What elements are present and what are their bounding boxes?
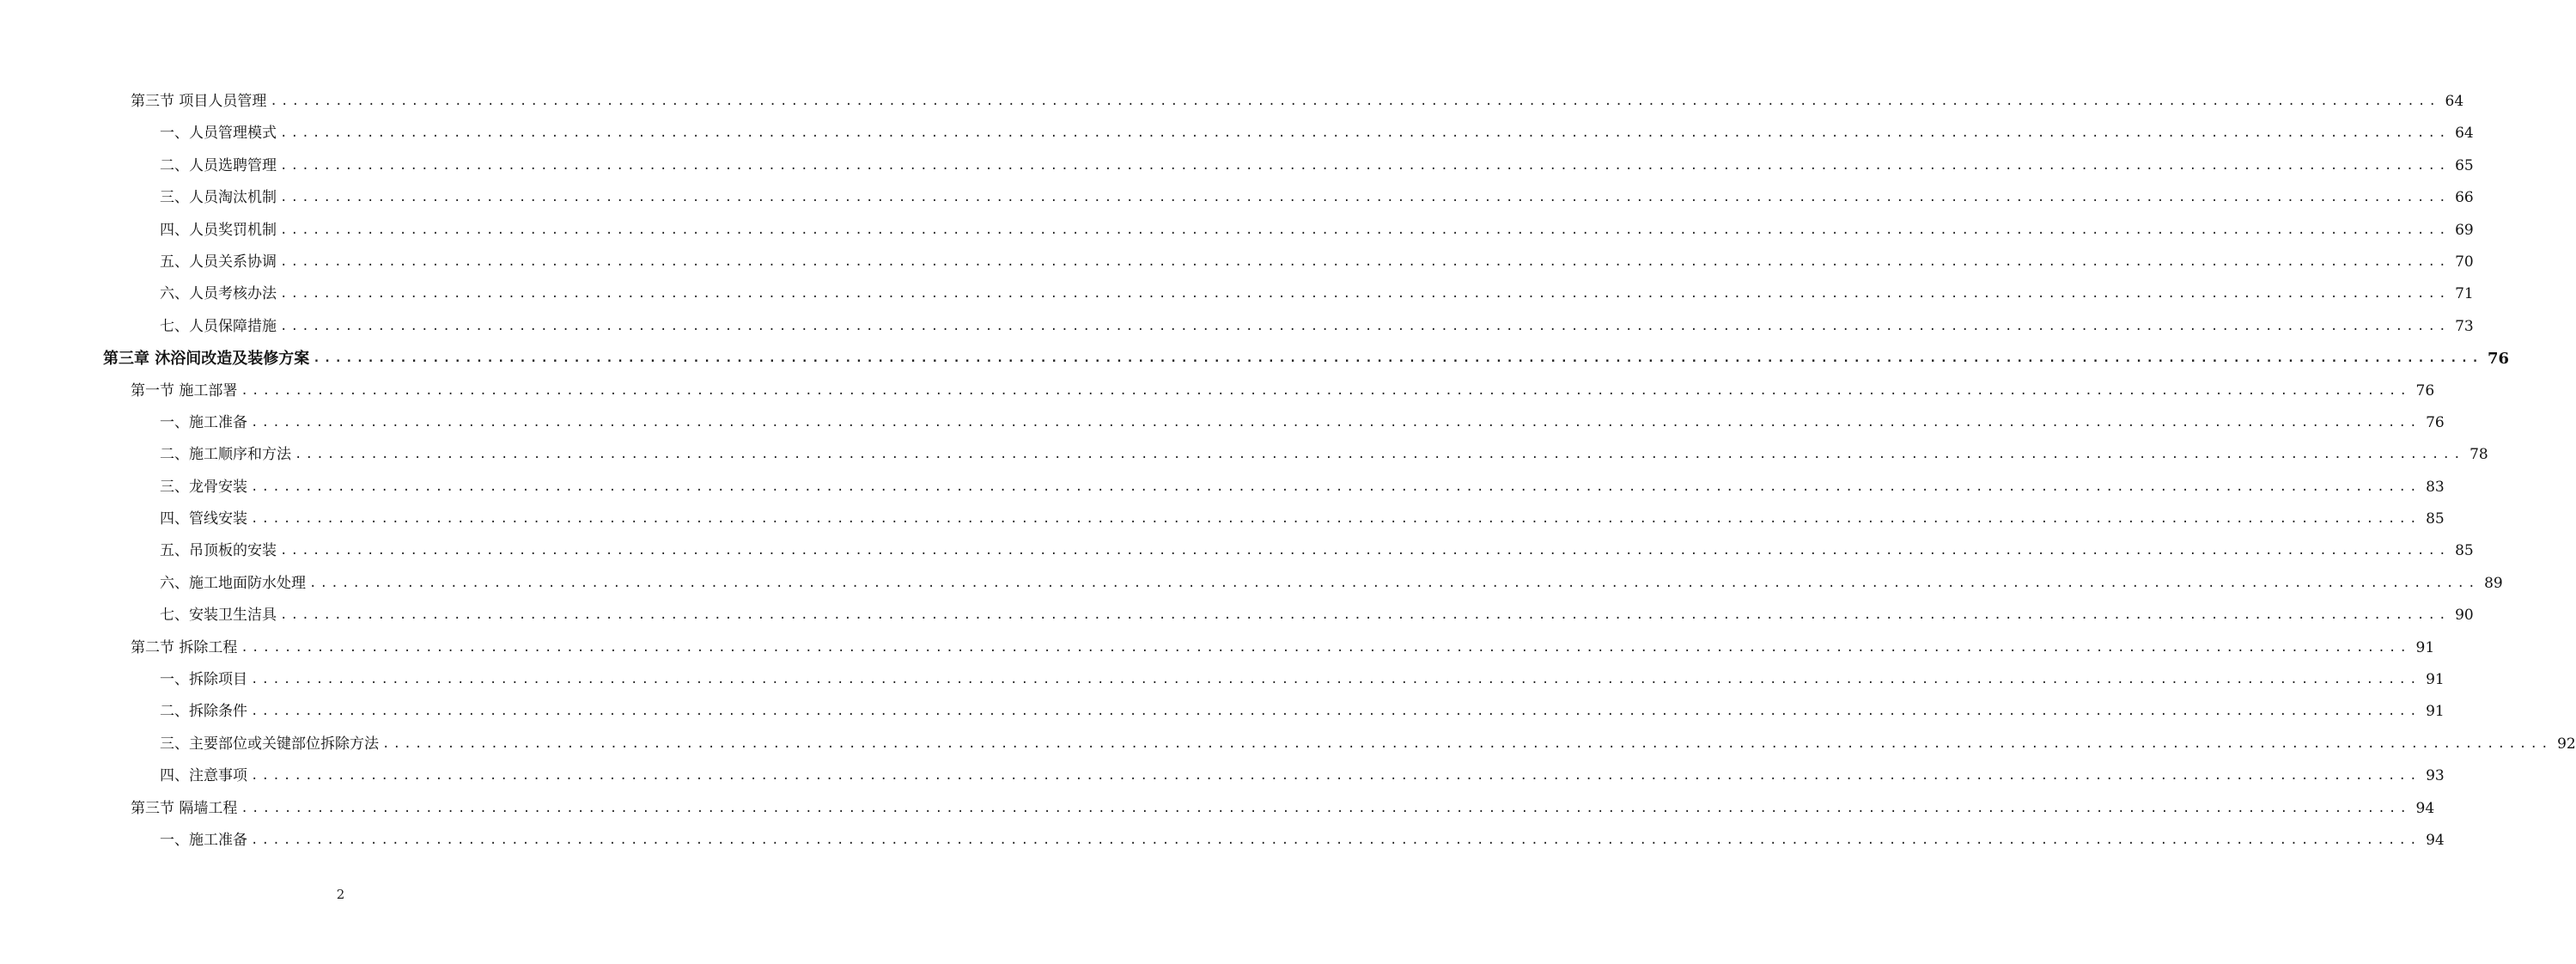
toc-entry[interactable] <box>0 86 2464 118</box>
toc-entry[interactable] <box>0 407 2445 439</box>
toc-entry-label: 三、龙骨安装 <box>160 478 247 496</box>
toc-entry-label: 第三节 隔墙工程 <box>131 799 238 817</box>
toc-entry[interactable] <box>0 632 2435 664</box>
toc-entry-label: 七、人员保障措施 <box>160 317 277 335</box>
toc-entry-page: 76 <box>2415 381 2435 400</box>
toc-entry-label: 第三节 项目人员管理 <box>131 93 267 110</box>
toc-entry-label: 五、人员关系协调 <box>160 253 277 271</box>
toc-dot-leader: ........................................................................................................................................................................................................ <box>280 223 2450 237</box>
toc-dot-leader: ........................................................................................................................................................................................................ <box>280 319 2450 333</box>
toc-dot-leader: ........................................................................................................................................................................................................ <box>270 95 2440 108</box>
toc-entry[interactable] <box>0 343 2510 375</box>
toc-dot-leader: ........................................................................................................................................................................................................ <box>280 287 2450 302</box>
toc-dot-leader: ........................................................................................................................................................................................................ <box>295 448 2464 462</box>
toc-entry-label: 第一节 施工部署 <box>131 381 238 400</box>
toc-dot-leader: ........................................................................................................................................................................................................ <box>280 544 2450 558</box>
toc-dot-leader: ........................................................................................................................................................................................................ <box>251 479 2421 494</box>
toc-dot-leader: ........................................................................................................................................................................................................ <box>251 833 2421 847</box>
toc-entry-page: 64 <box>2455 125 2474 143</box>
toc-entry[interactable] <box>0 696 2445 728</box>
toc-entry[interactable] <box>0 215 2474 247</box>
toc-entry-label: 四、管线安装 <box>160 510 247 528</box>
toc-entry-page: 76 <box>2488 350 2510 369</box>
toc-entry-label: 一、拆除项目 <box>160 671 247 689</box>
toc-entry-page: 91 <box>2426 671 2445 689</box>
toc-dot-leader: ........................................................................................................................................................................................................ <box>280 158 2450 173</box>
toc-entry-page: 91 <box>2415 638 2435 656</box>
toc-entry[interactable] <box>0 760 2445 792</box>
toc-entry-label: 一、施工准备 <box>160 413 247 431</box>
toc-entry-page: 71 <box>2455 285 2474 303</box>
toc-entry-label: 四、注意事项 <box>160 767 247 785</box>
toc-entry[interactable] <box>0 247 2474 278</box>
toc-dot-leader: ........................................................................................................................................................................................................ <box>251 673 2421 687</box>
toc-entry-page: 85 <box>2455 542 2474 560</box>
toc-dot-leader: ........................................................................................................................................................................................................ <box>251 769 2421 784</box>
toc-entry-label: 第二节 拆除工程 <box>131 638 238 656</box>
toc-dot-leader: ........................................................................................................................................................................................................ <box>313 351 2483 366</box>
table-of-contents <box>0 86 2576 857</box>
toc-entry-label: 三、人员淘汰机制 <box>160 189 277 207</box>
toc-entry-page: 78 <box>2469 446 2488 464</box>
toc-entry-page: 70 <box>2455 253 2474 271</box>
toc-entry-page: 94 <box>2415 799 2435 817</box>
toc-entry-page: 64 <box>2445 93 2464 110</box>
toc-entry[interactable] <box>0 600 2474 631</box>
toc-entry[interactable] <box>0 375 2435 407</box>
toc-entry-page: 69 <box>2455 221 2474 239</box>
toc-entry-page: 76 <box>2426 413 2445 431</box>
toc-entry-page: 91 <box>2426 703 2445 721</box>
toc-entry[interactable] <box>0 535 2474 567</box>
toc-entry-label: 第三章 沐浴间改造及装修方案 <box>103 350 310 369</box>
toc-entry[interactable] <box>0 278 2474 310</box>
page-number: 2 <box>336 887 345 902</box>
toc-dot-leader: ........................................................................................................................................................................................................ <box>241 801 2411 815</box>
toc-dot-leader: ........................................................................................................................................................................................................ <box>251 705 2421 719</box>
toc-entry[interactable] <box>0 439 2488 471</box>
toc-entry[interactable] <box>0 664 2445 696</box>
toc-entry[interactable] <box>0 150 2474 182</box>
toc-dot-leader: ........................................................................................................................................................................................................ <box>280 254 2450 269</box>
toc-entry-label: 二、施工顺序和方法 <box>160 446 291 464</box>
toc-dot-leader: ........................................................................................................................................................................................................ <box>251 512 2421 527</box>
toc-entry[interactable] <box>0 182 2474 214</box>
toc-dot-leader: ........................................................................................................................................................................................................ <box>280 191 2450 205</box>
toc-dot-leader: ........................................................................................................................................................................................................ <box>241 383 2411 398</box>
toc-dot-leader: ........................................................................................................................................................................................................ <box>382 736 2552 751</box>
toc-entry[interactable] <box>0 472 2445 503</box>
toc-entry-label: 四、人员奖罚机制 <box>160 221 277 239</box>
toc-entry-page: 73 <box>2455 317 2474 335</box>
toc-entry[interactable] <box>0 118 2474 149</box>
toc-entry-page: 94 <box>2426 831 2445 849</box>
toc-entry-page: 83 <box>2426 478 2445 496</box>
toc-entry-page: 89 <box>2484 574 2503 592</box>
toc-entry-label: 七、安装卫生洁具 <box>160 607 277 625</box>
toc-dot-leader: ........................................................................................................................................................................................................ <box>241 640 2411 655</box>
toc-entry-page: 90 <box>2455 607 2474 625</box>
toc-entry[interactable] <box>0 825 2445 857</box>
toc-entry-label: 六、施工地面防水处理 <box>160 574 306 592</box>
toc-dot-leader: ........................................................................................................................................................................................................ <box>280 126 2450 141</box>
toc-entry-label: 五、吊顶板的安装 <box>160 542 277 560</box>
toc-entry-page: 93 <box>2426 767 2445 785</box>
toc-entry[interactable] <box>0 311 2474 343</box>
toc-entry[interactable] <box>0 568 2503 600</box>
toc-dot-leader: ........................................................................................................................................................................................................ <box>309 576 2479 590</box>
toc-entry-label: 二、拆除条件 <box>160 703 247 721</box>
toc-dot-leader: ........................................................................................................................................................................................................ <box>251 415 2421 430</box>
toc-entry-label: 一、人员管理模式 <box>160 125 277 143</box>
toc-entry-page: 66 <box>2455 189 2474 207</box>
toc-entry-label: 三、主要部位或关键部位拆除方法 <box>160 735 379 753</box>
toc-entry-label: 二、人员选聘管理 <box>160 156 277 174</box>
toc-entry-label: 一、施工准备 <box>160 831 247 849</box>
toc-entry-label: 六、人员考核办法 <box>160 285 277 303</box>
toc-dot-leader: ........................................................................................................................................................................................................ <box>280 608 2450 623</box>
toc-entry-page: 85 <box>2426 510 2445 528</box>
toc-entry-page: 65 <box>2455 156 2474 174</box>
toc-entry-page: 92 <box>2557 735 2576 753</box>
toc-entry[interactable] <box>0 503 2445 535</box>
toc-entry[interactable] <box>0 793 2435 825</box>
toc-entry[interactable] <box>0 729 2576 760</box>
